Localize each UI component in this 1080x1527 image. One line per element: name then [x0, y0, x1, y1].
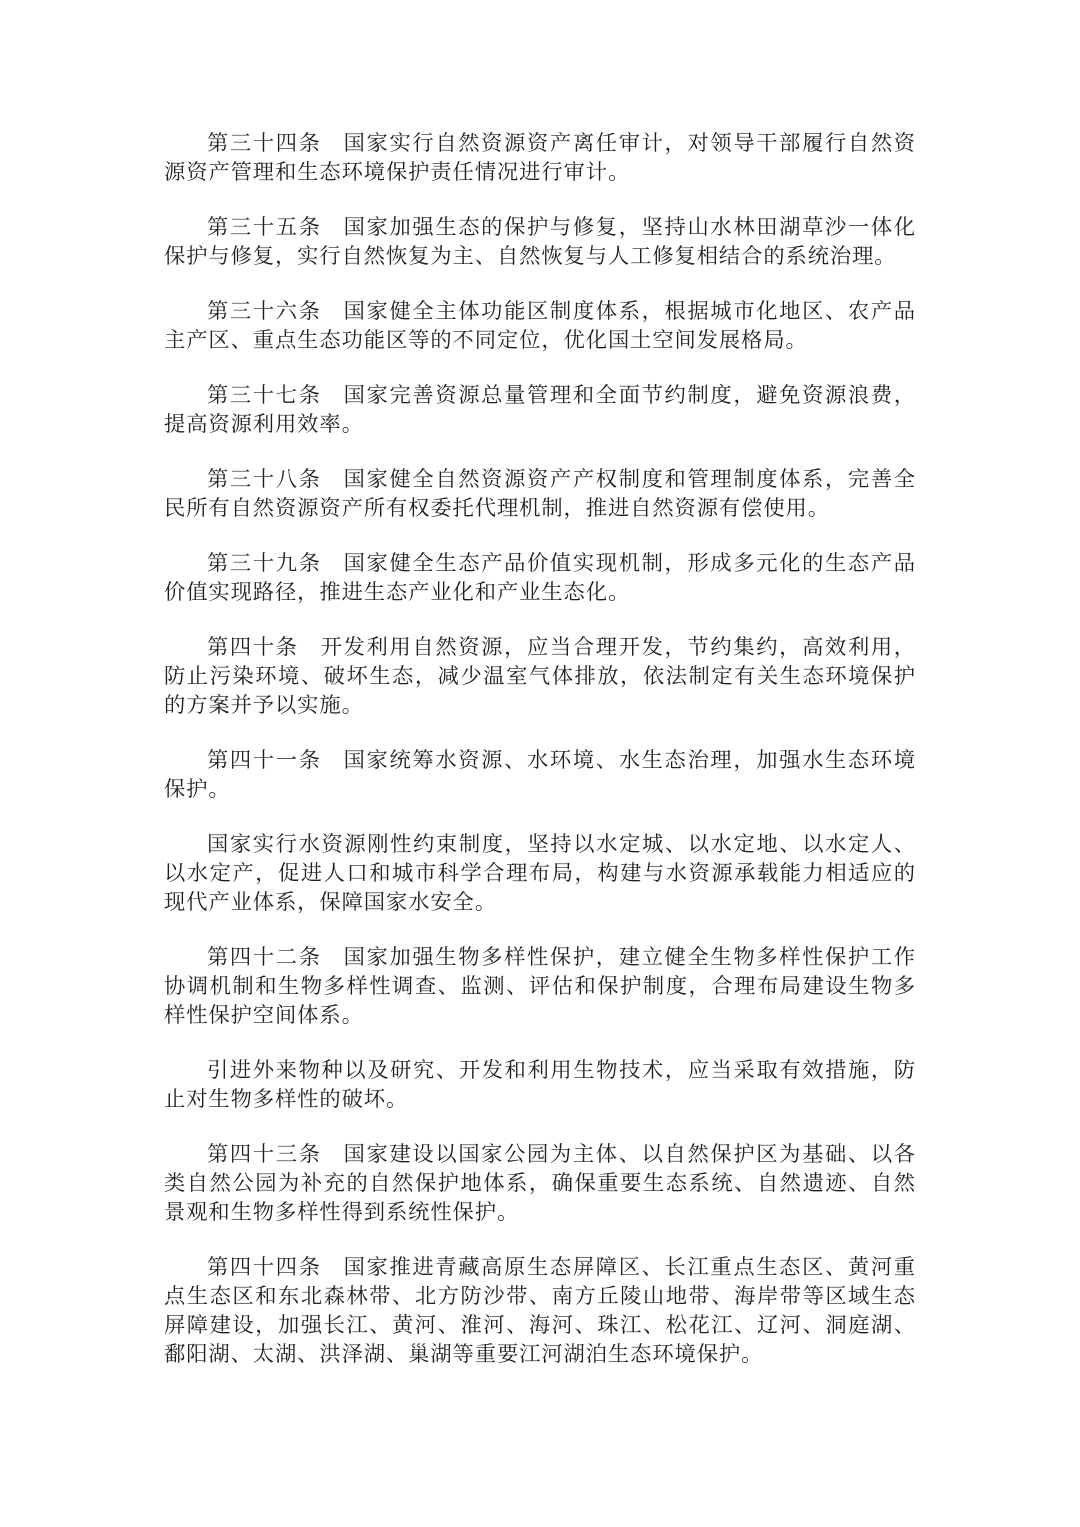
paragraph-article-34 [164, 129, 916, 187]
paragraph-article-41 [164, 746, 916, 804]
article-number: 第三十八条 [207, 467, 322, 492]
article-number: 第三十六条 [207, 299, 322, 324]
paragraph-article-40 [164, 633, 916, 720]
paragraph-article-44 [164, 1253, 916, 1369]
paragraph-article-36 [164, 297, 916, 355]
paragraph-article-41-clause-2 [164, 830, 916, 917]
article-number: 第四十条 [207, 635, 299, 660]
paragraph-article-37 [164, 381, 916, 439]
article-number: 第三十五条 [207, 215, 322, 240]
article-number: 第三十四条 [207, 131, 322, 156]
paragraph-article-39 [164, 549, 916, 607]
article-text: 国家健全主体功能区制度体系，根据城市化地区、农产品主产区、重点生态功能区等的不同定位，优化国土空间发展格局。 [164, 299, 916, 353]
article-text: 国家加强生物多样性保护，建立健全生物多样性保护工作协调机制和生物多样性调查、监测、评估和保护制度，合理布局建设生物多样性保护空间体系。 [164, 945, 916, 1028]
article-text: 引进外来物种以及研究、开发和利用生物技术，应当采取有效措施，防止对生物多样性的破坏。 [164, 1058, 916, 1112]
paragraph-article-38 [164, 465, 916, 523]
article-number: 第四十三条 [207, 1142, 322, 1167]
article-text: 国家建设以国家公园为主体、以自然保护区为基础、以各类自然公园为补充的自然保护地体系，确保重要生态系统、自然遗迹、自然景观和生物多样性得到系统性保护。 [164, 1142, 916, 1225]
article-number: 第三十七条 [207, 383, 322, 408]
paragraph-article-42 [164, 943, 916, 1030]
paragraph-article-43 [164, 1140, 916, 1227]
article-text: 国家健全生态产品价值实现机制，形成多元化的生态产品价值实现路径，推进生态产业化和产业生态化。 [164, 551, 916, 605]
article-number: 第四十一条 [207, 748, 322, 773]
article-text: 国家健全自然资源资产产权制度和管理制度体系，完善全民所有自然资源资产所有权委托代理机制，推进自然资源有偿使用。 [164, 467, 916, 521]
article-number: 第四十四条 [207, 1255, 322, 1280]
article-number: 第四十二条 [207, 945, 322, 970]
article-text: 开发利用自然资源，应当合理开发，节约集约，高效利用，防止污染环境、破坏生态，减少温室气体排放，依法制定有关生态环境保护的方案并予以实施。 [164, 635, 916, 718]
article-text: 国家完善资源总量管理和全面节约制度，避免资源浪费，提高资源利用效率。 [164, 383, 916, 437]
article-text: 国家实行水资源刚性约束制度，坚持以水定城、以水定地、以水定人、以水定产，促进人口和城市科学合理布局，构建与水资源承载能力相适应的现代产业体系，保障国家水安全。 [164, 832, 916, 915]
article-text: 国家加强生态的保护与修复，坚持山水林田湖草沙一体化保护与修复，实行自然恢复为主、自然恢复与人工修复相结合的系统治理。 [164, 215, 916, 269]
document-body [164, 129, 916, 1395]
article-number: 第三十九条 [207, 551, 322, 576]
paragraph-article-35 [164, 213, 916, 271]
article-text: 国家推进青藏高原生态屏障区、长江重点生态区、黄河重点生态区和东北森林带、北方防沙带、南方丘陵山地带、海岸带等区域生态屏障建设，加强长江、黄河、淮河、海河、珠江、松花江、辽河、洞庭湖、鄱阳湖、太湖、洪泽湖、巢湖等重要江河湖泊生态环境保护。 [164, 1255, 916, 1367]
paragraph-article-42-clause-2 [164, 1056, 916, 1114]
article-text: 国家实行自然资源资产离任审计，对领导干部履行自然资源资产管理和生态环境保护责任情况进行审计。 [164, 131, 916, 185]
article-text: 国家统筹水资源、水环境、水生态治理，加强水生态环境保护。 [164, 748, 916, 802]
